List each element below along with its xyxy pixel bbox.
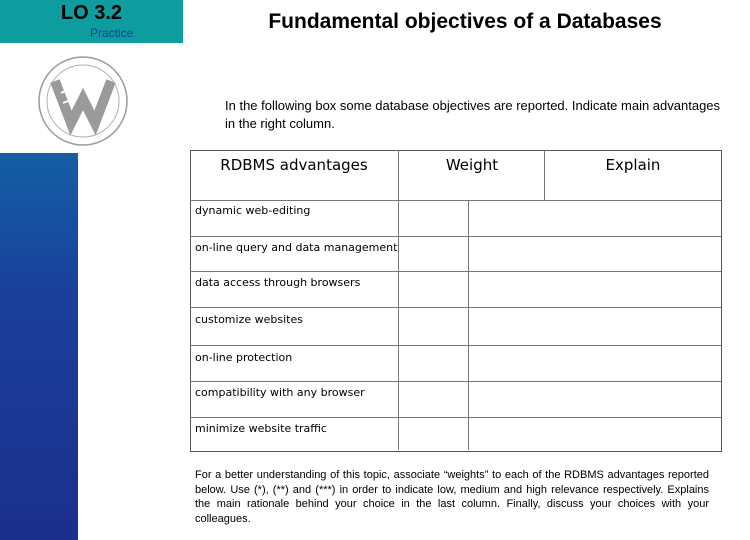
table-divider — [544, 150, 545, 200]
table-divider — [190, 345, 721, 346]
table-divider — [468, 200, 469, 450]
column-header-advantages: RDBMS advantages — [220, 156, 368, 174]
table-row-label: minimize website traffic — [195, 422, 327, 435]
table-divider — [190, 417, 721, 418]
table-divider — [398, 150, 399, 450]
table-row-label: customize websites — [195, 313, 303, 326]
practice-label: Practice — [90, 26, 134, 40]
table-divider — [190, 236, 721, 237]
table-row-label: on-line protection — [195, 351, 293, 364]
table-divider — [190, 200, 721, 201]
table-row-label: dynamic web-editing — [195, 204, 311, 217]
advantages-table — [190, 150, 722, 452]
column-header-explain: Explain — [605, 156, 661, 174]
table-row-label: compatibility with any browser — [195, 386, 365, 399]
lo-label: LO 3.2 — [60, 2, 123, 24]
table-divider — [190, 381, 721, 382]
logo-area — [0, 43, 160, 153]
table-row-label: on-line query and data management — [195, 241, 398, 254]
university-logo-icon — [33, 53, 133, 149]
footer-instructions: For a better understanding of this topic, associate “weights” to each of the RDBMS advantages reported below. Use (*), (**) and (***) in order to indicate low, medium and high relevance respectively. Explains the main rationale behind your choice in the last column. Finally, discuss your choices with your colleagues. — [195, 469, 709, 525]
table-divider — [190, 271, 721, 272]
table-row-label: data access through browsers — [195, 276, 361, 289]
table-divider — [190, 307, 721, 308]
intro-text: In the following box some database objectives are reported. Indicate main advantages in the right column. — [225, 98, 721, 131]
page-title: Fundamental objectives of a Databases — [268, 10, 662, 33]
column-header-weight: Weight — [445, 156, 499, 174]
